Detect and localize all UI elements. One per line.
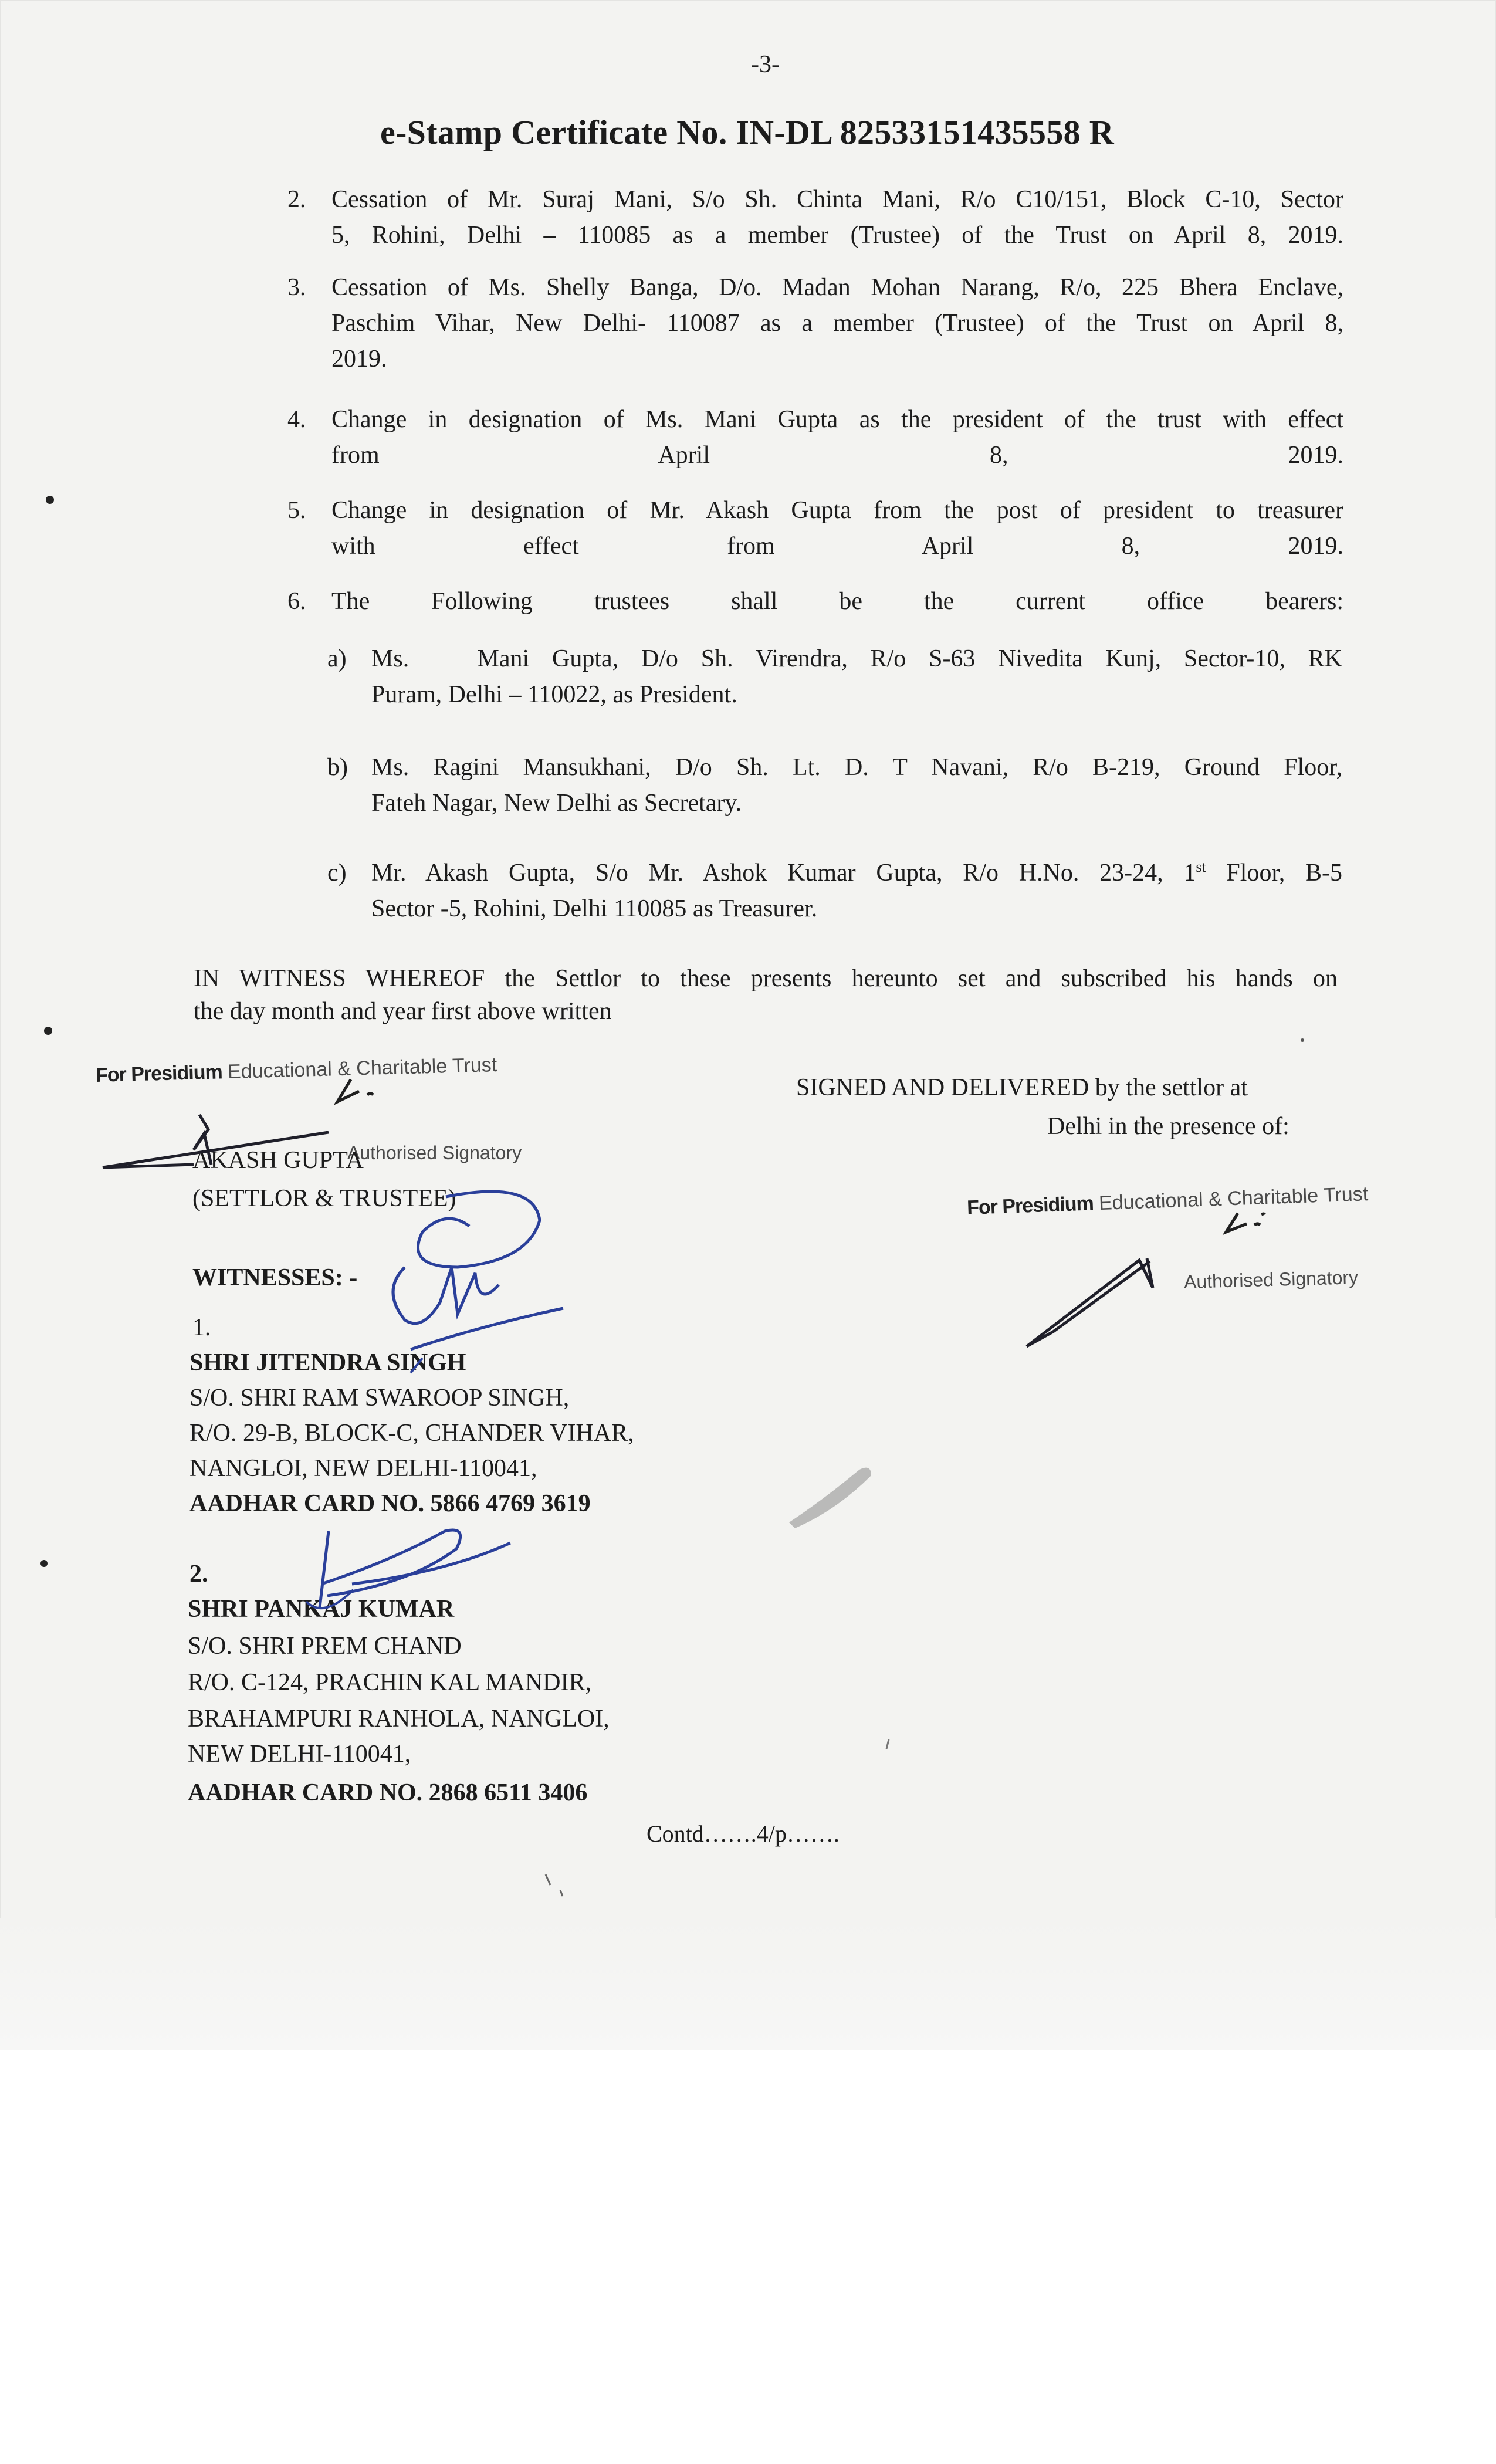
item-text-line: Cessation of Mr. Suraj Mani, S/o Sh. Chinta Mani, R/o C10/151, Block C-10, Sector (331, 186, 1343, 213)
witness-1-number: 1. (192, 1314, 211, 1341)
sub-item-number: b) (327, 754, 348, 781)
sub-item-text-part: Floor, B-5 (1206, 859, 1342, 886)
witnesses-heading: WITNESSES: - (192, 1264, 358, 1291)
sub-item-number: c) (327, 859, 347, 886)
witness-clause-line: the day month and year first above written (194, 998, 612, 1025)
signed-delivered-line1: SIGNED AND DELIVERED by the settlor at (796, 1074, 1248, 1101)
item-text-line: 2019. (331, 346, 387, 373)
witness-1-address1: R/O. 29-B, BLOCK-C, CHANDER VIHAR, (189, 1420, 634, 1447)
page-shadow (0, 1918, 1496, 2050)
settlor-name: AKASH GUPTA (192, 1147, 364, 1174)
sub-item-text-line: Sector -5, Rohini, Delhi 110085 as Treasurer. (371, 895, 818, 922)
signed-delivered-line2: Delhi in the presence of: (1047, 1113, 1289, 1140)
sub-item-text-part: Mr. Akash Gupta, S/o Mr. Ashok Kumar Gupta, R/o H.No. 23-24, 1 (371, 859, 1196, 886)
witness-2-address1: R/O. C-124, PRACHIN KAL MANDIR, (188, 1669, 591, 1696)
item-number: 6. (287, 588, 306, 615)
witness-1-father: S/O. SHRI RAM SWAROOP SINGH, (189, 1385, 570, 1412)
stamp-org-prefix: For Presidium (966, 1192, 1094, 1219)
item-number: 5. (287, 497, 306, 524)
item-number: 2. (287, 186, 306, 213)
witness-clause (194, 962, 1338, 1028)
item-text-line: Paschim Vihar, New Delhi- 110087 as a member (Trustee) of the Trust on April 8, (331, 310, 1343, 337)
witness-1-name: SHRI JITENDRA SINGH (189, 1349, 466, 1376)
witness-2-father: S/O. SHRI PREM CHAND (188, 1633, 462, 1660)
item-number: 4. (287, 406, 306, 433)
witness-2-name: SHRI PANKAJ KUMAR (188, 1596, 455, 1623)
item-text-line: Cessation of Ms. Shelly Banga, D/o. Madan Mohan Narang, R/o, 225 Bhera Enclave, (331, 274, 1343, 301)
item-text-line: Change in designation of Ms. Mani Gupta as the president of the trust with effect (331, 406, 1343, 433)
item-text-line: Change in designation of Mr. Akash Gupta from the post of president to treasurer (331, 497, 1343, 524)
ordinal-suffix: st (1196, 858, 1206, 875)
stamp-org-name: Educational & Charitable Trust (1093, 1183, 1369, 1215)
stamp-org-prefix: For Presidium (95, 1061, 223, 1087)
page-number: -3- (751, 51, 780, 78)
sub-item-number: a) (327, 645, 347, 672)
sub-item-text-line (371, 855, 1342, 891)
sub-item-text-line: Ms. Mani Gupta, D/o Sh. Virendra, R/o S-63 Nivedita Kunj, Sector-10, RK (371, 645, 1342, 672)
sub-item-text-line: Fateh Nagar, New Delhi as Secretary. (371, 790, 742, 817)
witness-1-address2: NANGLOI, NEW DELHI-110041, (189, 1455, 537, 1482)
witness-1-aadhar: AADHAR CARD NO. 5866 4769 3619 (189, 1490, 591, 1517)
settlor-role: (SETTLOR & TRUSTEE) (192, 1185, 456, 1212)
item-text-line: with effect from April 8, 2019. (331, 533, 1343, 560)
sub-item-text-line: Ms. Ragini Mansukhani, D/o Sh. Lt. D. T Navani, R/o B-219, Ground Floor, (371, 754, 1342, 781)
stamp-role-left: Authorised Signatory (347, 1142, 522, 1163)
continued-note: Contd…….4/p……. (647, 1820, 840, 1847)
witness-2-address2: BRAHAMPURI RANHOLA, NANGLOI, (188, 1705, 610, 1732)
item-text-line: The Following trustees shall be the current office bearers: (331, 588, 1343, 615)
witness-clause-line: IN WITNESS WHEREOF the Settlor to these presents hereunto set and subscribed his hands on (194, 965, 1338, 992)
item-text-line: from April 8, 2019. (331, 442, 1343, 469)
item-text-line: 5, Rohini, Delhi – 110085 as a member (Trustee) of the Trust on April 8, 2019. (331, 222, 1343, 249)
witness-2-number: 2. (189, 1561, 208, 1588)
stamp-role-right: Authorised Signatory (1183, 1267, 1359, 1292)
page-title: e-Stamp Certificate No. IN-DL 82533151435558 R (380, 113, 1114, 151)
sub-item-text-line: Puram, Delhi – 110022, as President. (371, 681, 737, 708)
witness-2-aadhar: AADHAR CARD NO. 2868 6511 3406 (188, 1779, 588, 1806)
item-number: 3. (287, 274, 306, 301)
witness-2-address3: NEW DELHI-110041, (188, 1741, 411, 1768)
stamp-org-name: Educational & Charitable Trust (222, 1054, 497, 1084)
